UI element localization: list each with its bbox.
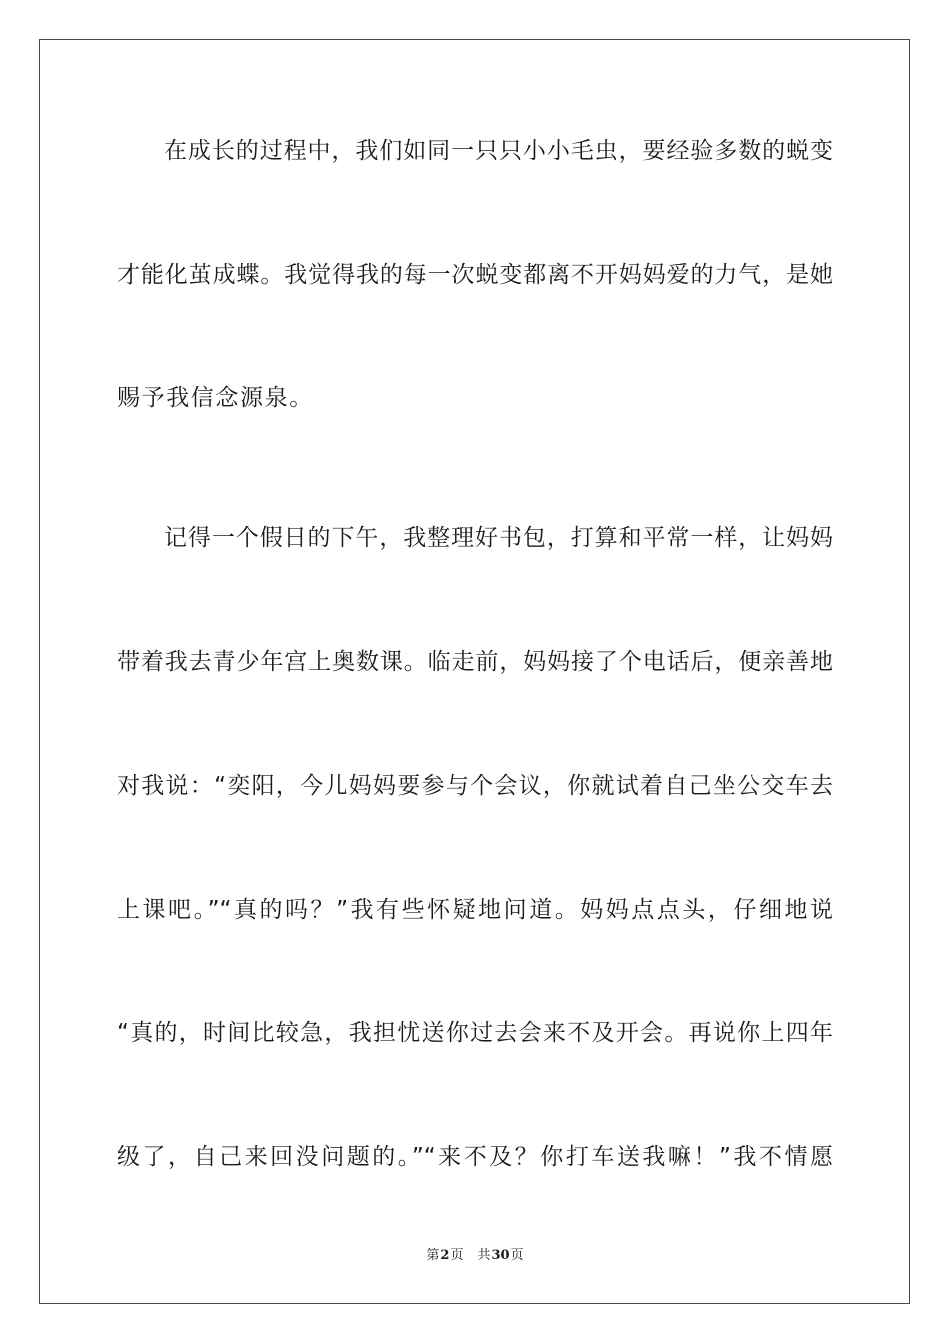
text-line-6: 对我说：“奕阳，今儿妈妈要参与个会议，你就试着自己坐公交车去 bbox=[117, 773, 833, 799]
total-pages: 30 bbox=[491, 1248, 510, 1263]
text-line-8: “真的，时间比较急，我担忧送你过去会来不及开会。再说你上四年 bbox=[117, 1020, 833, 1046]
page-suffix: 页 bbox=[450, 1248, 464, 1263]
text-line-4: 记得一个假日的下午，我整理好书包，打算和平常一样，让妈妈 bbox=[164, 525, 833, 551]
page-number: 2 bbox=[440, 1248, 450, 1263]
text-line-9: 级了，自己来回没问题的。”“来不及？你打车送我嘛！”我不情愿 bbox=[117, 1144, 833, 1170]
text-line-1: 在成长的过程中，我们如同一只只小小毛虫，要经验多数的蜕变 bbox=[164, 138, 833, 164]
total-prefix: 共 bbox=[477, 1248, 491, 1263]
text-line-2: 才能化茧成蝶。我觉得我的每一次蜕变都离不开妈妈爱的力气，是她 bbox=[117, 262, 833, 288]
total-suffix: 页 bbox=[510, 1248, 524, 1263]
text-line-3: 赐予我信念源泉。 bbox=[117, 385, 314, 411]
page-footer bbox=[0, 1247, 950, 1265]
page-prefix: 第 bbox=[426, 1248, 440, 1263]
text-line-7: 上课吧。”“真的吗？”我有些怀疑地问道。妈妈点点头，仔细地说 bbox=[117, 897, 833, 923]
text-line-5: 带着我去青少年宫上奥数课。临走前，妈妈接了个电话后，便亲善地 bbox=[117, 649, 833, 675]
